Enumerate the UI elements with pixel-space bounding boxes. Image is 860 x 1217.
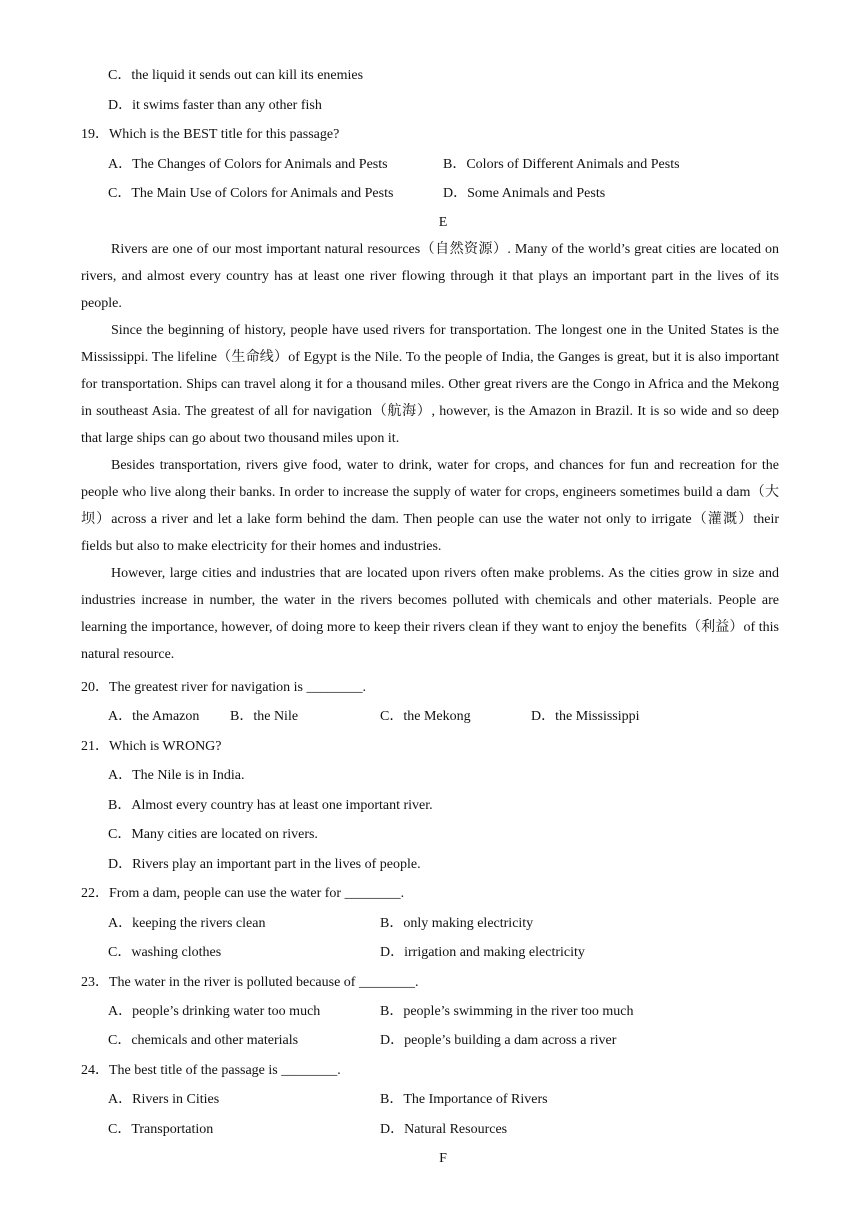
q19-stem: 19．Which is the BEST title for this passage? (81, 127, 340, 142)
q20-option-d: D．the Mississippi (531, 709, 640, 724)
q22-option-d: D．irrigation and making electricity (380, 945, 585, 960)
section-e-heading: E (438, 215, 448, 230)
q19-option-c: C．The Main Use of Colors for Animals and Pests (108, 186, 394, 201)
q23-option-a: A．people’s drinking water too much (108, 1004, 321, 1019)
q24-option-a: A．Rivers in Cities (108, 1092, 220, 1107)
q24-option-c: C．Transportation (108, 1122, 214, 1137)
q20-option-c: C．the Mekong (380, 709, 471, 724)
q23-option-d: D．people’s building a dam across a river (380, 1033, 617, 1048)
q21-option-a: A．The Nile is in India. (108, 768, 245, 783)
q18-option-c: C．the liquid it sends out can kill its enemies (108, 68, 364, 83)
q19-option-a: A．The Changes of Colors for Animals and Pests (108, 157, 388, 172)
q21-stem: 21．Which is WRONG? (81, 739, 222, 754)
passage-paragraph-3: Besides transportation, rivers give food, water to drink, water for crops, and chances for fun and recreation for the people who live along their banks. In order to increase the supply of water for crops, engineers sometimes build a dam（大坝）across a river and let a lake form behind the dam. Then people can use the water not only to irrigate（灌溉）their fields but also to make electricity for their homes and industries. (81, 458, 779, 554)
q21-option-b: B．Almost every country has at least one important river. (108, 798, 433, 813)
q21-option-c: C．Many cities are located on rivers. (108, 827, 318, 842)
q22-stem: 22．From a dam, people can use the water for ________. (81, 886, 405, 901)
q20-stem: 20．The greatest river for navigation is ________. (81, 680, 366, 695)
q23-stem: 23．The water in the river is polluted because of ________. (81, 975, 419, 990)
q19-option-d: D．Some Animals and Pests (443, 186, 606, 201)
q24-option-d: D．Natural Resources (380, 1122, 508, 1137)
q19-option-b: B．Colors of Different Animals and Pests (443, 157, 680, 172)
q23-option-c: C．chemicals and other materials (108, 1033, 299, 1048)
q23-option-b: B．people’s swimming in the river too much (380, 1004, 634, 1019)
q24-stem: 24．The best title of the passage is ________. (81, 1063, 341, 1078)
q24-option-b: B．The Importance of Rivers (380, 1092, 548, 1107)
q22-option-b: B．only making electricity (380, 916, 534, 931)
passage (81, 236, 779, 668)
passage-paragraph-2: Since the beginning of history, people have used rivers for transportation. The longest one in the United States is the Mississippi. The lifeline（生命线）of Egypt is the Nile. To the people of India, the Ganges is great, but it is also important for transportation. Ships can travel along it for a thousand miles. Other great rivers are the Congo in Africa and the Mekong in southeast Asia. The greatest of all for navigation（航海）, however, is the Amazon in Brazil. It is so wide and so deep that large ships can go about two thousand miles upon it. (81, 323, 779, 446)
passage-paragraph-1: Rivers are one of our most important natural resources（自然资源）. Many of the world’s great cities are located on rivers, and almost every country has at least one river flowing through it that plays an important part in the lives of its people. (81, 242, 779, 311)
q22-option-c: C．washing clothes (108, 945, 222, 960)
section-f-heading: F (439, 1151, 447, 1166)
q20-option-b: B．the Nile (230, 709, 299, 724)
passage-paragraph-4: However, large cities and industries that are located upon rivers often make problems. As the cities grow in size and industries increase in number, the water in the rivers becomes polluted with chemicals and other materials. People are learning the importance, however, of doing more to keep their rivers clean if they want to enjoy the benefits（利益）of this natural resource. (81, 566, 779, 662)
q18-option-d: D．it swims faster than any other fish (108, 98, 322, 113)
q20-option-a: A．the Amazon (108, 709, 200, 724)
q22-option-a: A．keeping the rivers clean (108, 916, 266, 931)
q21-option-d: D．Rivers play an important part in the lives of people. (108, 857, 421, 872)
